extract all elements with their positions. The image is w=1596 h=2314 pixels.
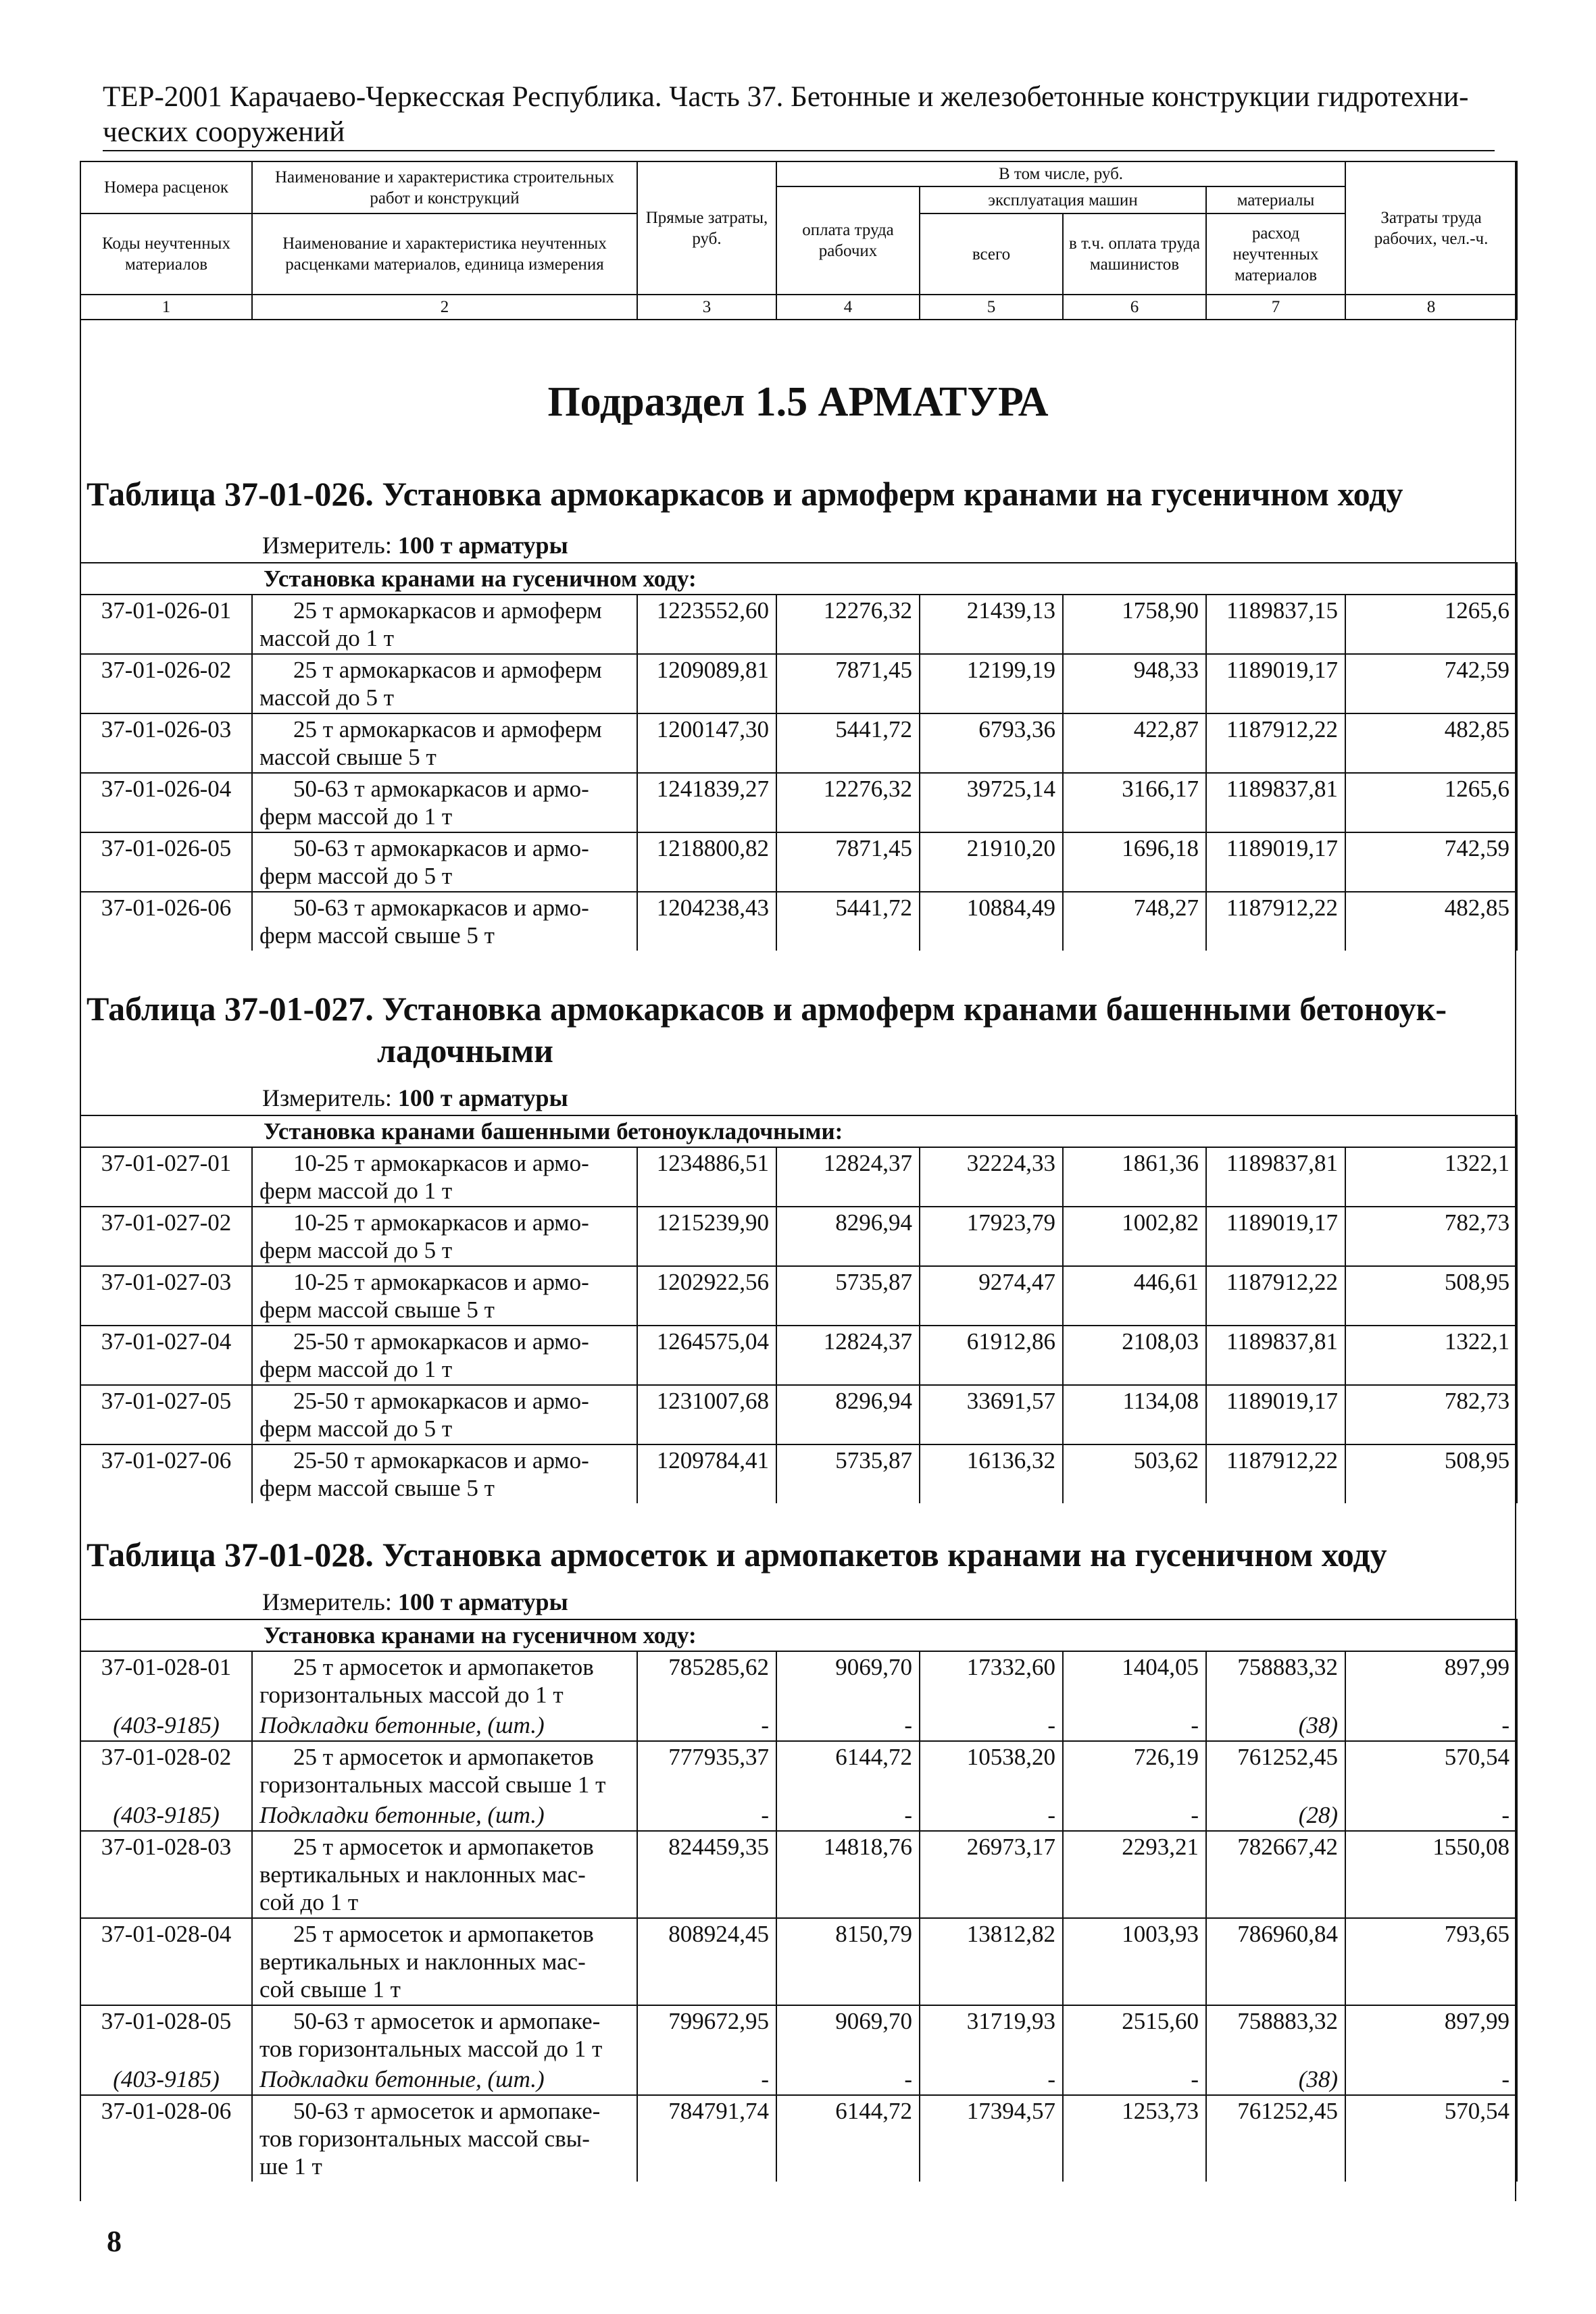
machinist-pay: 1134,08 xyxy=(1063,1385,1206,1444)
labor-hours: 1322,1 xyxy=(1345,1147,1517,1207)
work-name-line: 50-63 т армокаркасов и армо- xyxy=(293,895,589,921)
labor-pay: 6144,72 xyxy=(776,1741,920,1800)
machinist-pay: 948,33 xyxy=(1063,654,1206,713)
rate-code: 37-01-026-04 xyxy=(80,773,252,832)
col2-top-header: Наименование и характеристика строительных работ и конструкций xyxy=(252,161,637,213)
machine-total: 9274,47 xyxy=(920,1266,1063,1326)
work-name xyxy=(252,654,637,713)
materials-cost: 761252,45 xyxy=(1206,1741,1345,1800)
materials-cost: 1189837,15 xyxy=(1206,595,1345,654)
labor-hours: 782,73 xyxy=(1345,1207,1517,1266)
labor-pay: 12276,32 xyxy=(776,773,920,832)
table-row xyxy=(80,1444,1517,1503)
rate-code: 37-01-027-05 xyxy=(80,1385,252,1444)
machine-total: 32224,33 xyxy=(920,1147,1063,1207)
table-row xyxy=(80,1326,1517,1385)
dash-cell: - xyxy=(776,1800,920,1831)
dash-cell: - xyxy=(1063,1800,1206,1831)
table-title-026: Таблица 37-01-026. Установка армокаркасов и армоферм кранами на гусеничном ходу xyxy=(86,475,1403,513)
work-name-line: вертикальных и наклонных мас- xyxy=(259,1861,586,1888)
dash-cell: - xyxy=(1345,1710,1517,1741)
work-name-line: сой до 1 т xyxy=(259,1889,359,1915)
direct-cost: 1202922,56 xyxy=(637,1266,776,1326)
material-qty: (38) xyxy=(1206,2064,1345,2095)
col-num: 4 xyxy=(776,295,920,320)
machine-total: 10884,49 xyxy=(920,892,1063,951)
dash-cell: - xyxy=(776,2064,920,2095)
machinist-pay: 1696,18 xyxy=(1063,832,1206,892)
group-row xyxy=(80,1619,1517,1651)
material-row xyxy=(80,1800,1517,1831)
work-name xyxy=(252,1651,637,1710)
col4-header: оплата труда рабочих xyxy=(776,186,920,295)
col-num: 3 xyxy=(637,295,776,320)
meter-label: Измеритель: xyxy=(262,532,392,559)
group-label: Установка кранами на гусеничном ходу: xyxy=(80,563,1517,595)
meter-028 xyxy=(262,1588,568,1616)
dash-cell: - xyxy=(1345,1800,1517,1831)
table-row xyxy=(80,654,1517,713)
work-name-line: 50-63 т армокаркасов и армо- xyxy=(293,776,589,802)
work-name-line: тов горизонтальных массой свы- xyxy=(259,2126,590,2152)
rate-table-027 xyxy=(80,1115,1518,1503)
incl-header: В том числе, руб. xyxy=(776,161,1345,186)
rate-code: 37-01-027-06 xyxy=(80,1444,252,1503)
dash-cell: - xyxy=(920,1710,1063,1741)
dash-cell: - xyxy=(1345,2064,1517,2095)
work-name xyxy=(252,595,637,654)
col3-header: Прямые затраты, руб. xyxy=(637,161,776,295)
direct-cost: 1200147,30 xyxy=(637,713,776,773)
materials-cost: 1189837,81 xyxy=(1206,773,1345,832)
work-name-line: тов горизонтальных массой до 1 т xyxy=(259,2036,603,2062)
machine-total: 39725,14 xyxy=(920,773,1063,832)
table-row xyxy=(80,1831,1517,1918)
work-name-line: 25-50 т армокаркасов и армо- xyxy=(293,1388,589,1414)
machine-total: 13812,82 xyxy=(920,1918,1063,2005)
machine-total: 21439,13 xyxy=(920,595,1063,654)
work-name-line: 10-25 т армокаркасов и армо- xyxy=(293,1269,589,1295)
rate-code: 37-01-026-05 xyxy=(80,832,252,892)
table-row xyxy=(80,1207,1517,1266)
labor-hours: 897,99 xyxy=(1345,1651,1517,1710)
machine-total: 17394,57 xyxy=(920,2095,1063,2182)
direct-cost: 1223552,60 xyxy=(637,595,776,654)
labor-pay: 8296,94 xyxy=(776,1385,920,1444)
machinist-pay: 422,87 xyxy=(1063,713,1206,773)
material-row xyxy=(80,1710,1517,1741)
work-name xyxy=(252,892,637,951)
group-label: Установка кранами башенными бетоноукладочными: xyxy=(80,1115,1517,1147)
table-title-027 xyxy=(86,988,1505,1072)
table-row xyxy=(80,1741,1517,1800)
labor-hours: 508,95 xyxy=(1345,1444,1517,1503)
table-row xyxy=(80,2095,1517,2182)
rate-code: 37-01-026-01 xyxy=(80,595,252,654)
table-row xyxy=(80,713,1517,773)
group-label: Установка кранами на гусеничном ходу: xyxy=(80,1619,1517,1651)
col8-header: Затраты труда рабочих, чел.-ч. xyxy=(1345,161,1517,295)
work-name-line: ферм массой свыше 5 т xyxy=(259,922,495,949)
work-name-line: 25 т армокаркасов и армоферм xyxy=(293,716,602,743)
page-number: 8 xyxy=(107,2225,122,2258)
work-name-line: 25 т армокаркасов и армоферм xyxy=(293,597,602,624)
table-row xyxy=(80,773,1517,832)
machine-total: 10538,20 xyxy=(920,1741,1063,1800)
materials-cost: 1189019,17 xyxy=(1206,654,1345,713)
machine-total: 16136,32 xyxy=(920,1444,1063,1503)
meter-label: Измеритель: xyxy=(262,1588,392,1615)
machinist-pay: 1003,93 xyxy=(1063,1918,1206,2005)
table-title-027-line2: ладочными xyxy=(377,1032,553,1070)
machinist-pay: 3166,17 xyxy=(1063,773,1206,832)
table-row xyxy=(80,1651,1517,1710)
column-number-row xyxy=(80,295,1517,320)
work-name-line: 50-63 т армосеток и армопаке- xyxy=(293,2008,601,2034)
labor-hours: 1550,08 xyxy=(1345,1831,1517,1918)
work-name-line: 25 т армосеток и армопакетов xyxy=(293,1834,594,1860)
direct-cost: 784791,74 xyxy=(637,2095,776,2182)
labor-pay: 8150,79 xyxy=(776,1918,920,2005)
group-row xyxy=(80,1115,1517,1147)
work-name xyxy=(252,1207,637,1266)
materials-header: материалы xyxy=(1206,186,1345,213)
materials-cost: 782667,42 xyxy=(1206,1831,1345,1918)
table-row xyxy=(80,2005,1517,2064)
col-num: 8 xyxy=(1345,295,1517,320)
direct-cost: 1209089,81 xyxy=(637,654,776,713)
table-row xyxy=(80,832,1517,892)
table-row xyxy=(80,595,1517,654)
work-name-line: ше 1 т xyxy=(259,2153,322,2180)
material-qty: (38) xyxy=(1206,1710,1345,1741)
work-name-line: массой до 1 т xyxy=(259,625,395,651)
table-row xyxy=(80,1918,1517,2005)
labor-hours: 897,99 xyxy=(1345,2005,1517,2064)
labor-hours: 508,95 xyxy=(1345,1266,1517,1326)
work-name xyxy=(252,1741,637,1800)
work-name-line: ферм массой до 5 т xyxy=(259,1237,453,1263)
labor-hours: 482,85 xyxy=(1345,892,1517,951)
labor-hours: 742,59 xyxy=(1345,832,1517,892)
machinist-pay: 503,62 xyxy=(1063,1444,1206,1503)
meter-value: 100 т арматуры xyxy=(397,1084,568,1111)
material-qty: (28) xyxy=(1206,1800,1345,1831)
machines-header: эксплуатация машин xyxy=(920,186,1206,213)
rate-code: 37-01-028-06 xyxy=(80,2095,252,2182)
work-name-line: ферм массой до 1 т xyxy=(259,1178,453,1204)
labor-pay: 7871,45 xyxy=(776,654,920,713)
meter-value: 100 т арматуры xyxy=(397,532,568,559)
materials-cost: 1187912,22 xyxy=(1206,1444,1345,1503)
machine-total: 12199,19 xyxy=(920,654,1063,713)
dash-cell: - xyxy=(637,1710,776,1741)
work-name-line: ферм массой свыше 5 т xyxy=(259,1475,495,1501)
work-name xyxy=(252,1918,637,2005)
direct-cost: 777935,37 xyxy=(637,1741,776,1800)
rate-code: 37-01-028-04 xyxy=(80,1918,252,2005)
rate-code: 37-01-028-05 xyxy=(80,2005,252,2064)
work-name-line: 50-63 т армосеток и армопаке- xyxy=(293,2098,601,2124)
group-row xyxy=(80,563,1517,595)
work-name-line: 25 т армосеток и армопакетов xyxy=(293,1654,594,1680)
rate-code: 37-01-026-03 xyxy=(80,713,252,773)
material-row xyxy=(80,2064,1517,2095)
direct-cost: 1231007,68 xyxy=(637,1385,776,1444)
rate-table-026 xyxy=(80,562,1518,951)
machine-total: 17332,60 xyxy=(920,1651,1063,1710)
machinist-pay: 446,61 xyxy=(1063,1266,1206,1326)
table-row xyxy=(80,892,1517,951)
work-name-line: 25 т армосеток и армопакетов xyxy=(293,1744,594,1770)
dash-cell: - xyxy=(637,2064,776,2095)
dash-cell: - xyxy=(920,1800,1063,1831)
rate-code: 37-01-027-01 xyxy=(80,1147,252,1207)
material-code: (403-9185) xyxy=(80,2064,252,2095)
work-name-line: 25-50 т армокаркасов и армо- xyxy=(293,1447,589,1474)
work-name-line: 25-50 т армокаркасов и армо- xyxy=(293,1328,589,1355)
labor-pay: 5735,87 xyxy=(776,1266,920,1326)
materials-cost: 758883,32 xyxy=(1206,1651,1345,1710)
meter-027 xyxy=(262,1084,568,1112)
material-name: Подкладки бетонные, (шт.) xyxy=(252,1710,637,1741)
rate-code: 37-01-027-02 xyxy=(80,1207,252,1266)
table-title-027-line1: Таблица 37-01-027. Установка армокаркасов и армоферм кранами башенными бетоноук- xyxy=(86,990,1447,1028)
work-name-line: 10-25 т армокаркасов и армо- xyxy=(293,1150,589,1176)
work-name xyxy=(252,2095,637,2182)
work-name-line: ферм массой до 1 т xyxy=(259,1356,453,1382)
rate-code: 37-01-028-02 xyxy=(80,1741,252,1800)
col6-header: в т.ч. оплата труда машинистов xyxy=(1063,213,1206,295)
work-name xyxy=(252,1266,637,1326)
dash-cell: - xyxy=(637,1800,776,1831)
rate-code: 37-01-026-06 xyxy=(80,892,252,951)
rate-code: 37-01-027-03 xyxy=(80,1266,252,1326)
header-rule xyxy=(103,150,1495,151)
work-name xyxy=(252,773,637,832)
rate-code: 37-01-028-01 xyxy=(80,1651,252,1710)
machinist-pay: 726,19 xyxy=(1063,1741,1206,1800)
rate-table-028 xyxy=(80,1619,1518,2182)
labor-pay: 8296,94 xyxy=(776,1207,920,1266)
labor-pay: 7871,45 xyxy=(776,832,920,892)
work-name xyxy=(252,713,637,773)
page-header xyxy=(103,80,1495,150)
machine-total: 6793,36 xyxy=(920,713,1063,773)
labor-pay: 12824,37 xyxy=(776,1147,920,1207)
direct-cost: 1209784,41 xyxy=(637,1444,776,1503)
work-name xyxy=(252,1147,637,1207)
work-name-line: ферм массой до 5 т xyxy=(259,1415,453,1442)
machinist-pay: 1404,05 xyxy=(1063,1651,1206,1710)
direct-cost: 1264575,04 xyxy=(637,1326,776,1385)
labor-pay: 5735,87 xyxy=(776,1444,920,1503)
work-name-line: ферм массой до 5 т xyxy=(259,863,453,889)
labor-hours: 793,65 xyxy=(1345,1918,1517,2005)
machinist-pay: 2515,60 xyxy=(1063,2005,1206,2064)
work-name-line: вертикальных и наклонных мас- xyxy=(259,1948,586,1975)
materials-cost: 786960,84 xyxy=(1206,1918,1345,2005)
labor-hours: 1265,6 xyxy=(1345,773,1517,832)
col1-top-header: Номера расценок xyxy=(80,161,252,213)
col-num: 2 xyxy=(252,295,637,320)
materials-cost: 1187912,22 xyxy=(1206,1266,1345,1326)
work-name-line: сой свыше 1 т xyxy=(259,1976,401,2003)
machine-total: 31719,93 xyxy=(920,2005,1063,2064)
labor-pay: 12276,32 xyxy=(776,595,920,654)
labor-pay: 6144,72 xyxy=(776,2095,920,2182)
machinist-pay: 1758,90 xyxy=(1063,595,1206,654)
col-num: 1 xyxy=(80,295,252,320)
work-name xyxy=(252,832,637,892)
material-name: Подкладки бетонные, (шт.) xyxy=(252,1800,637,1831)
labor-hours: 482,85 xyxy=(1345,713,1517,773)
dash-cell: - xyxy=(776,1710,920,1741)
materials-cost: 1187912,22 xyxy=(1206,892,1345,951)
machine-total: 26973,17 xyxy=(920,1831,1063,1918)
labor-pay: 12824,37 xyxy=(776,1326,920,1385)
work-name xyxy=(252,1831,637,1918)
materials-cost: 1189019,17 xyxy=(1206,1207,1345,1266)
col5-header: всего xyxy=(920,213,1063,295)
materials-cost: 1187912,22 xyxy=(1206,713,1345,773)
direct-cost: 1215239,90 xyxy=(637,1207,776,1266)
work-name-line: 25 т армосеток и армопакетов xyxy=(293,1921,594,1947)
page-header-line2: ческих сооружений xyxy=(103,116,345,148)
direct-cost: 785285,62 xyxy=(637,1651,776,1710)
materials-cost: 1189019,17 xyxy=(1206,1385,1345,1444)
col2-bottom-header: Наименование и характеристика неучтенных расценками материалов, единица измерения xyxy=(252,213,637,295)
machinist-pay: 2108,03 xyxy=(1063,1326,1206,1385)
col-num: 6 xyxy=(1063,295,1206,320)
labor-hours: 742,59 xyxy=(1345,654,1517,713)
machine-total: 33691,57 xyxy=(920,1385,1063,1444)
work-name-line: горизонтальных массой до 1 т xyxy=(259,1682,564,1708)
labor-hours: 1265,6 xyxy=(1345,595,1517,654)
direct-cost: 824459,35 xyxy=(637,1831,776,1918)
rate-code: 37-01-027-04 xyxy=(80,1326,252,1385)
work-name-line: 10-25 т армокаркасов и армо- xyxy=(293,1209,589,1236)
meter-label: Измеритель: xyxy=(262,1084,392,1111)
materials-cost: 1189837,81 xyxy=(1206,1147,1345,1207)
labor-hours: 570,54 xyxy=(1345,1741,1517,1800)
col7-header: расход неучтенных материалов xyxy=(1206,213,1345,295)
work-name-line: массой свыше 5 т xyxy=(259,744,437,770)
materials-cost: 758883,32 xyxy=(1206,2005,1345,2064)
machinist-pay: 2293,21 xyxy=(1063,1831,1206,1918)
material-code: (403-9185) xyxy=(80,1800,252,1831)
material-code: (403-9185) xyxy=(80,1710,252,1741)
materials-cost: 761252,45 xyxy=(1206,2095,1345,2182)
labor-pay: 5441,72 xyxy=(776,892,920,951)
table-row xyxy=(80,1147,1517,1207)
table-row xyxy=(80,1266,1517,1326)
column-header-table xyxy=(80,161,1518,320)
col-num: 5 xyxy=(920,295,1063,320)
direct-cost: 808924,45 xyxy=(637,1918,776,2005)
page-header-line1: ТЕР-2001 Карачаево-Черкесская Республика. Часть 37. Бетонные и железобетонные конструкции гидротехни- xyxy=(103,81,1469,113)
col1-bottom-header: Коды неучтенных материалов xyxy=(80,213,252,295)
labor-pay: 14818,76 xyxy=(776,1831,920,1918)
machine-total: 61912,86 xyxy=(920,1326,1063,1385)
table-title-028: Таблица 37-01-028. Установка армосеток и армопакетов кранами на гусеничном ходу xyxy=(86,1536,1387,1574)
labor-hours: 570,54 xyxy=(1345,2095,1517,2182)
direct-cost: 1218800,82 xyxy=(637,832,776,892)
work-name xyxy=(252,1326,637,1385)
work-name xyxy=(252,2005,637,2064)
col-num: 7 xyxy=(1206,295,1345,320)
work-name xyxy=(252,1444,637,1503)
direct-cost: 1204238,43 xyxy=(637,892,776,951)
materials-cost: 1189019,17 xyxy=(1206,832,1345,892)
work-name-line: 25 т армокаркасов и армоферм xyxy=(293,657,602,683)
table-row xyxy=(80,1385,1517,1444)
labor-pay: 9069,70 xyxy=(776,2005,920,2064)
meter-value: 100 т арматуры xyxy=(397,1588,568,1615)
materials-cost: 1189837,81 xyxy=(1206,1326,1345,1385)
direct-cost: 1234886,51 xyxy=(637,1147,776,1207)
rate-code: 37-01-028-03 xyxy=(80,1831,252,1918)
dash-cell: - xyxy=(1063,2064,1206,2095)
labor-pay: 5441,72 xyxy=(776,713,920,773)
labor-hours: 782,73 xyxy=(1345,1385,1517,1444)
dash-cell: - xyxy=(1063,1710,1206,1741)
machinist-pay: 1861,36 xyxy=(1063,1147,1206,1207)
machine-total: 21910,20 xyxy=(920,832,1063,892)
work-name-line: массой до 5 т xyxy=(259,684,395,711)
section-title: Подраздел 1.5 АРМАТУРА xyxy=(547,379,1049,425)
machinist-pay: 748,27 xyxy=(1063,892,1206,951)
direct-cost: 799672,95 xyxy=(637,2005,776,2064)
machine-total: 17923,79 xyxy=(920,1207,1063,1266)
work-name xyxy=(252,1385,637,1444)
labor-hours: 1322,1 xyxy=(1345,1326,1517,1385)
work-name-line: ферм массой до 1 т xyxy=(259,803,453,830)
rate-code: 37-01-026-02 xyxy=(80,654,252,713)
work-name-line: горизонтальных массой свыше 1 т xyxy=(259,1771,606,1798)
machinist-pay: 1002,82 xyxy=(1063,1207,1206,1266)
dash-cell: - xyxy=(920,2064,1063,2095)
work-name-line: ферм массой свыше 5 т xyxy=(259,1297,495,1323)
labor-pay: 9069,70 xyxy=(776,1651,920,1710)
material-name: Подкладки бетонные, (шт.) xyxy=(252,2064,637,2095)
work-name-line: 50-63 т армокаркасов и армо- xyxy=(293,835,589,861)
direct-cost: 1241839,27 xyxy=(637,773,776,832)
machinist-pay: 1253,73 xyxy=(1063,2095,1206,2182)
meter-026 xyxy=(262,531,568,559)
